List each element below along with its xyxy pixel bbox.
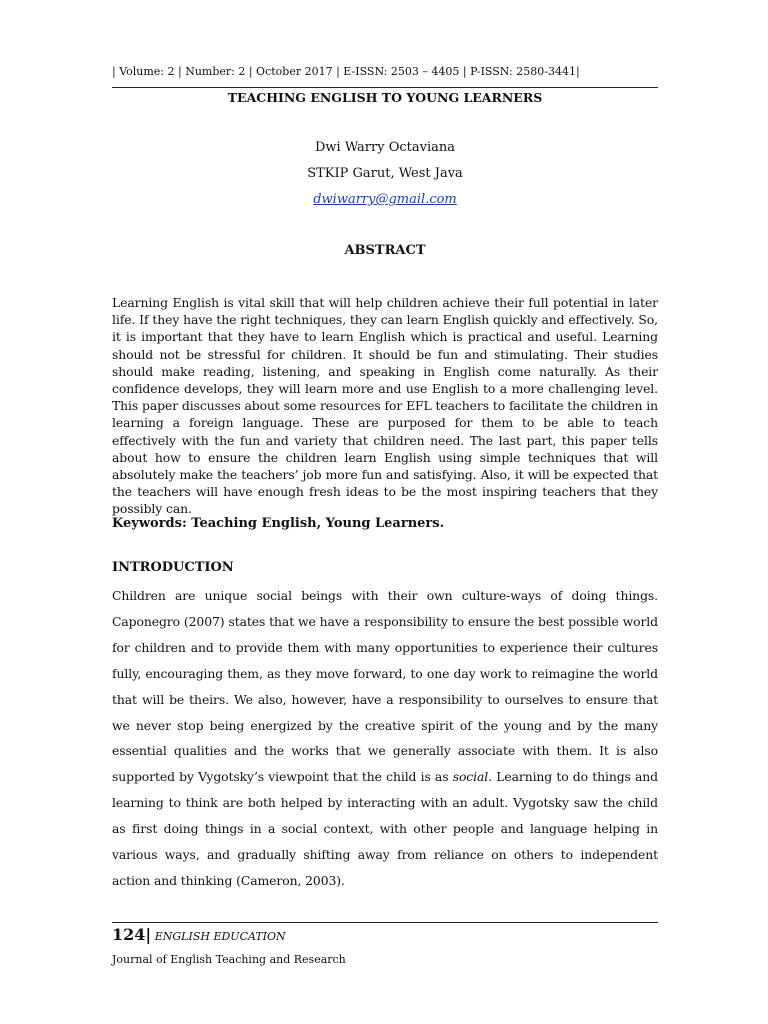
footer-line [112,925,286,944]
intro-italic-word: social [452,769,489,785]
footer-rule [112,922,658,923]
introduction-heading: INTRODUCTION [112,560,234,575]
author-affiliation: STKIP Garut, West Java [307,166,463,181]
page-number: 124 [112,925,146,944]
abstract-text: Learning English is vital skill that will help children achieve their full potential in later life. If they have the right techniques, they can learn English quickly and effectively. So, it is important that they have to learn English which is practical and useful. Learning should not be stressful for children. It should be fun and stimulating. Their studies should make reading, listening, and speaking in English come naturally. As their confidence develops, they will learn more and use English to a more challenging level. This paper discusses about some resources for EFL teachers to facilitate the children in learning a foreign language. These are purposed for them to be able to teach effectively with the fun and variety that children need. The last part, this paper tells about how to ensure the children learn English using simple techniques that will absolutely make the teachers’ job more fun and satisfying. Also, it will be expected that the teachers will have enough fresh ideas to be the most inspiring teachers that they possibly can. [112,295,658,517]
header-rule [112,87,658,88]
journal-header: | Volume: 2 | Number: 2 | October 2017 | E-ISSN: 2503 – 4405 | P-ISSN: 2580-3441| [112,65,580,78]
intro-text-part-1: Children are unique social beings with their own culture-ways of doing things. Caponegro (2007) states that we have a responsibility to ensure the best possible world for children and to provide them with many opportunities to experience their cultures fully, encouraging them, as they move forward, to one day work to reimagine the world that will be theirs. We also, however, have a responsibility to ourselves to ensure that we never stop being energized by the creative spirit of the young and by the many essential qualities and the works that we generally associate with them. It is also supported by Vygotsky’s viewpoint that the child is as [112,588,658,785]
keywords: Keywords: Teaching English, Young Learners. [112,516,445,531]
author-name: Dwi Warry Octaviana [314,140,456,155]
intro-text-part-2: . Learning to do things and learning to think are both helped by interacting with an adult. Vygotsky saw the child as first doing things in a social context, with other people and language helping in various ways, and gradually shifting away from reliance on others to independent action and thinking (Cameron, 2003). [112,769,658,888]
author-email-link[interactable]: dwiwarry@gmail.com [313,192,457,207]
footer-journal-name: Journal of English Teaching and Research [112,953,346,966]
footer-section-name: ENGLISH EDUCATION [151,930,286,943]
paper-title: TEACHING ENGLISH TO YOUNG LEARNERS [227,90,543,105]
introduction-paragraph [112,583,658,894]
footer-separator: | [145,925,152,944]
abstract-heading: ABSTRACT [344,243,426,258]
